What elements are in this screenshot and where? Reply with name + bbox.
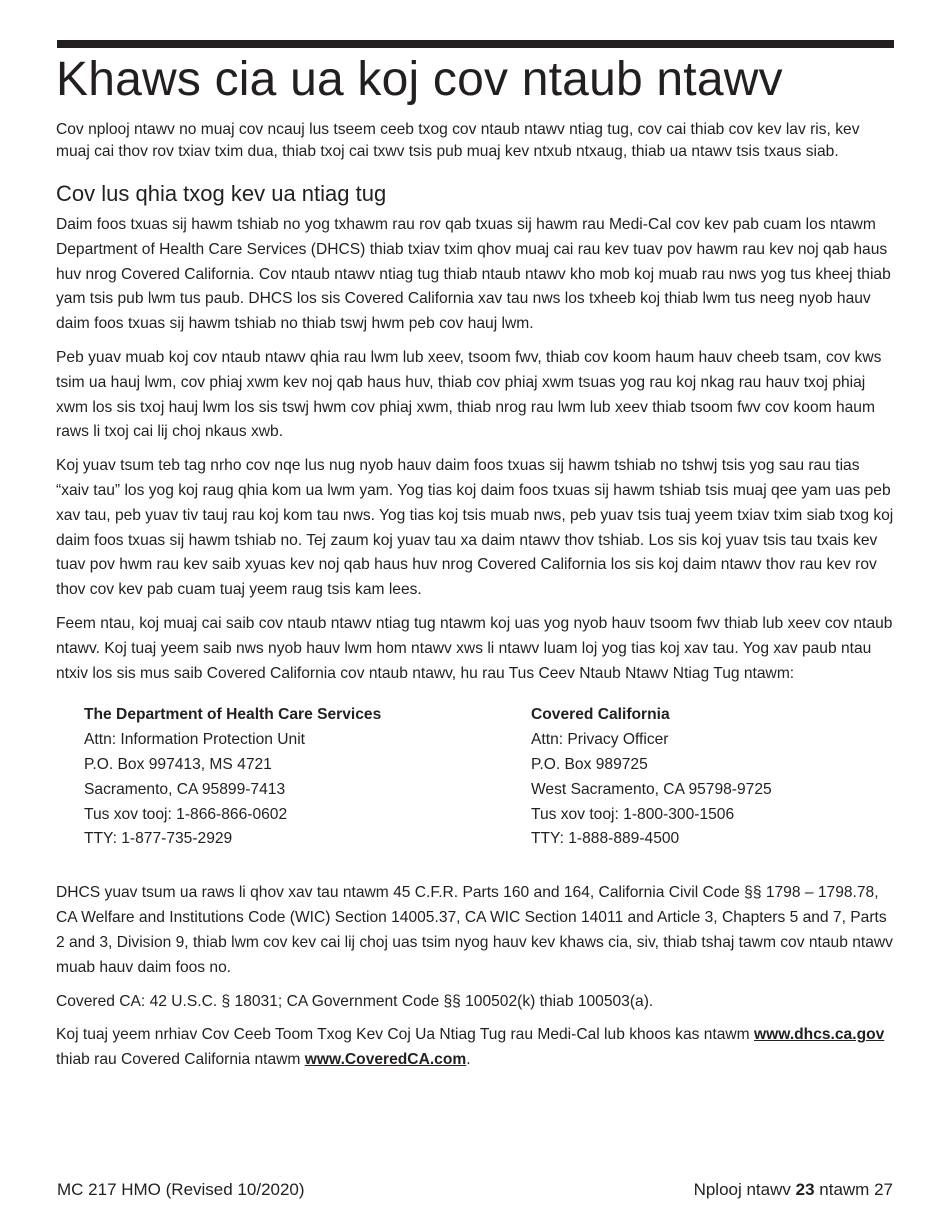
covered-ca-attn: Attn: Privacy Officer <box>531 731 669 749</box>
dhcs-po-box: P.O. Box 997413, MS 4721 <box>84 755 272 773</box>
covered-ca-address <box>531 703 772 852</box>
total-page-number: 27 <box>874 1180 893 1199</box>
page-content <box>56 119 896 1073</box>
page-number <box>694 1180 893 1200</box>
covered-ca-website-link[interactable]: www.CoveredCA.com <box>304 1051 467 1069</box>
closing-text-start: Koj tuaj yeem nrhiav Cov Ceeb Toom Txog Kev Coj Ua Ntiag Tug rau Medi-Cal lub khoos kas ntawm <box>56 1026 755 1044</box>
privacy-paragraph-4: Feem ntau, koj muaj cai saib cov ntaub ntawv ntiag tug ntawm koj uas yog nyob hauv tsoom fwv thiab lub xeev cov ntaub ntawv. Koj tuaj yeem saib nws nyob hauv lwm hom ntawv xws li ntawv luam loj yog tias koj xav tau. Yog xav paub ntau ntxiv los sis mus saib Covered California cov ntaub ntawv, hu rau Tus Ceev Ntaub Ntawv Ntiag Tug ntawm: <box>56 614 893 682</box>
dhcs-phone: Tus xov tooj: 1-866-866-0602 <box>84 805 288 823</box>
form-identifier: MC 217 HMO (Revised 10/2020) <box>57 1180 305 1199</box>
covered-ca-org-name: Covered California <box>531 706 670 724</box>
covered-ca-tty: TTY: 1-888-889-4500 <box>531 830 680 848</box>
current-page-number: 23 <box>795 1180 815 1199</box>
dhcs-tty: TTY: 1-877-735-2929 <box>84 830 233 848</box>
top-rule <box>57 40 894 48</box>
page-number-prefix: Nplooj ntawv <box>693 1180 796 1199</box>
privacy-notice-links-paragraph <box>56 1023 896 1073</box>
dhcs-attn: Attn: Information Protection Unit <box>84 731 306 749</box>
page-title: Khaws cia ua koj cov ntaub ntawv <box>56 53 783 106</box>
dhcs-website-link[interactable]: www.dhcs.ca.gov <box>754 1026 885 1044</box>
dhcs-legal-citation: DHCS yuav tsum ua raws li qhov xav tau ntawm 45 C.F.R. Parts 160 and 164, California Civil Code §§ 1798 – 1798.78, CA Welfare and Institutions Code (WIC) Section 14005.37, CA WIC Section 14011 and Article 3, Chapters 5 and 7, Parts 2 and 3, Division 9, thiab lwm cov kev cai lij choj uas tsim nyog hauv kev khaws cia, siv, thiab tshaj tawm cov ntaub ntawv muab hauv daim foos no. <box>56 884 893 976</box>
closing-text-middle: thiab rau Covered California ntawm <box>56 1051 305 1069</box>
dhcs-city: Sacramento, CA 95899-7413 <box>84 780 286 798</box>
privacy-paragraph-1: Daim foos txuas sij hawm tshiab no yog txhawm rau rov qab txuas sij hawm rau Medi-Cal cov kev pab cuam los ntawm Department of Health Care Services (DHCS) thiab txiav txim qhov muaj cai rau kev tuav pov hawm rau kev noj qab haus huv nrog Covered California. Cov ntaub ntawv ntiag tug thiab ntaub ntawv kho mob koj muab rau nws yog tus kheej thiab yam tsis pub lwm tus paub. DHCS los sis Covered California xav tau nws los txheeb koj thiab lwm tus neeg nyob hauv daim foos txuas sij hawm tshiab no thiab tswj hwm peb cov hauj lwm. <box>56 216 891 333</box>
page-number-middle: ntawm <box>814 1180 875 1199</box>
covered-ca-phone: Tus xov tooj: 1-800-300-1506 <box>531 805 735 823</box>
privacy-paragraph-3: Koj yuav tsum teb tag nrho cov nqe lus nug nyob hauv daim foos txuas sij hawm tshiab no tshwj tsis yog sau rau tias “xaiv tau” los yog koj raug qhia kom ua lwm yam. Yog tias koj daim foos txuas sij hawm tshiab tsis muaj qee yam uas peb xav tau, peb yuav tiv tauj rau koj kom tau nws. Yog tias koj tsis muab nws, peb yuav tsis tuaj yeem txiav txim siab txog koj daim foos txuas sij hawm tshiab no. Tej zaum koj yuav tau xa daim ntawv thov tshiab. Los sis koj yuav tsis tau txais kev tuav pov hwm rau kev saib xyuas kev noj qab haus huv nrog Covered California los sis koj daim ntawv thov rau kev rov thov cov kev pab cuam tuaj yeem raug tsis kam lees. <box>56 457 894 599</box>
section-heading: Cov lus qhia txog kev ua ntiag tug <box>56 181 387 206</box>
dhcs-org-name: The Department of Health Care Services <box>84 706 382 724</box>
intro-paragraph: Cov nplooj ntawv no muaj cov ncauj lus tseem ceeb txog cov ntaub ntawv ntiag tug, cov cai thiab cov kev lav ris, kev muaj cai thov rov txiav txim dua, thiab txoj cai txwv tsis pub muaj kev ntxub ntxaug, thiab ua ntawv tsis txaus siab. <box>56 121 860 160</box>
closing-text-end: . <box>466 1051 471 1069</box>
privacy-paragraph-2: Peb yuav muab koj cov ntaub ntawv qhia rau lwm lub xeev, tsoom fwv, thiab cov koom haum hauv cheeb tsam, cov kws tsim ua hauj lwm, cov phiaj xwm kev noj qab haus huv, thiab cov phiaj xwm tsuas yog rau koj nkag rau hauv txoj phiaj xwm los sis txoj hauj lwm los sis tswj hwm cov phiaj xwm, thiab nrog rau lwm lub xeev thiab tsoom fwv cov koom haum raws li txoj cai lij choj nkaus xwb. <box>56 348 882 441</box>
dhcs-address <box>84 703 381 852</box>
covered-ca-po-box: P.O. Box 989725 <box>531 755 648 773</box>
contact-addresses <box>56 703 896 873</box>
covered-ca-city: West Sacramento, CA 95798-9725 <box>531 780 772 798</box>
covered-ca-legal-citation: Covered CA: 42 U.S.C. § 18031; CA Government Code §§ 100502(k) thiab 100503(a). <box>56 992 654 1010</box>
